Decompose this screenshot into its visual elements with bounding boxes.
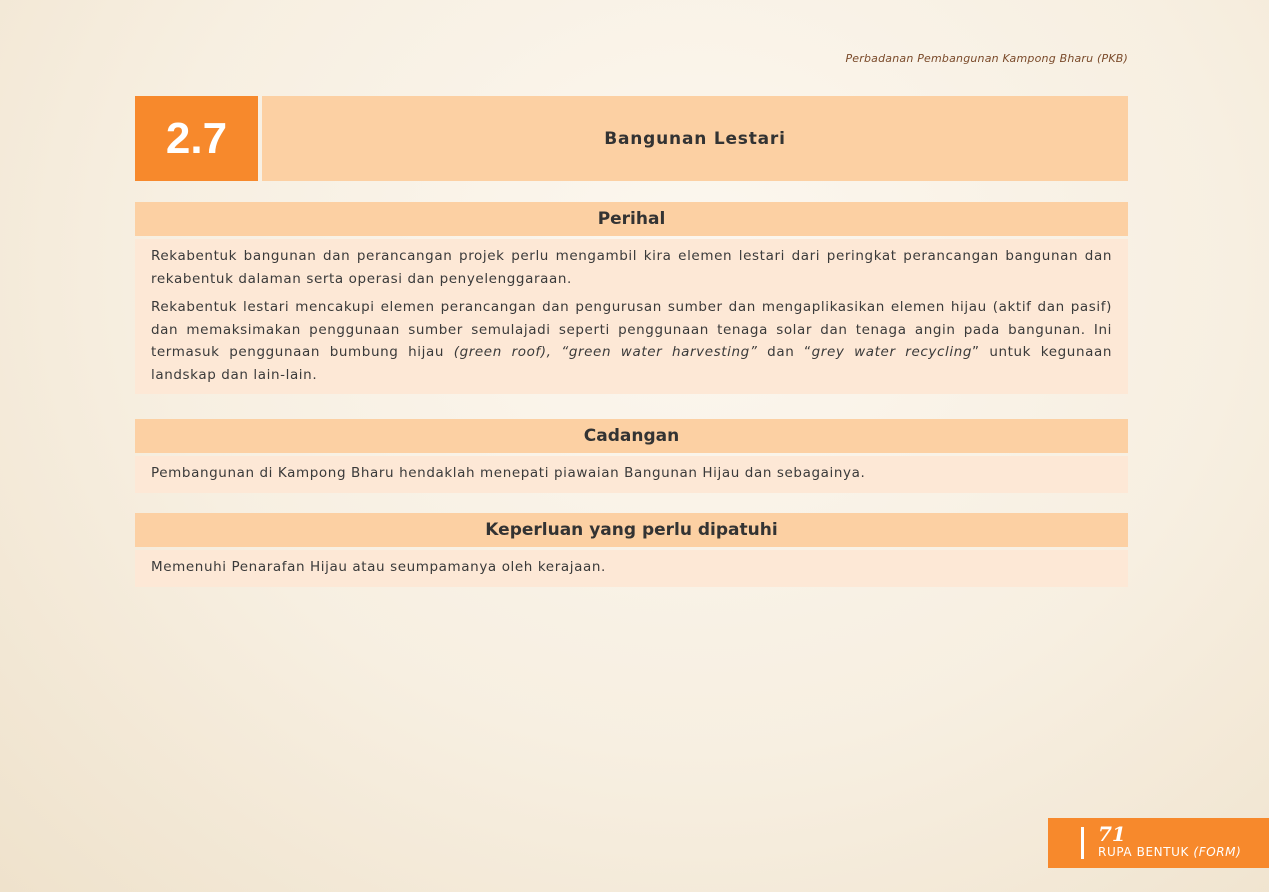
cadangan-text: Pembangunan di Kampong Bharu hendaklah menepati piawaian Bangunan Hijau dan sebagainya. xyxy=(151,465,866,481)
perihal-p2-italic-d: grey water recycling xyxy=(811,344,973,360)
section-title-bar xyxy=(135,96,1128,181)
perihal-p2-text-a: Rekabentuk lestari mencakupi elemen perancangan dan pengurusan sumber dan mengaplikasikan elemen hijau (aktif dan pasif) dan memaksimakan penggunaan sumber semulajadi seperti penggunaan tenaga solar dan tenaga angin pada bangunan. Ini termasuk penggunaan bumbung hijau xyxy=(151,299,1112,360)
cadangan-body xyxy=(135,456,1128,493)
perihal-p2-italic-b: (green roof), “green water harvesting” xyxy=(453,344,758,360)
perihal-body xyxy=(135,239,1128,394)
footer-label-main: RUPA BENTUK xyxy=(1098,845,1194,859)
organization-name: Perbadanan Pembangunan Kampong Bharu (PKB) xyxy=(845,52,1128,65)
keperluan-text: Memenuhi Penarafan Hijau atau seumpamanya oleh kerajaan. xyxy=(151,559,606,575)
page-footer xyxy=(1048,818,1269,868)
cadangan-heading: Cadangan xyxy=(135,419,1128,453)
section-perihal xyxy=(135,202,1128,394)
page-number: 71 xyxy=(1098,822,1126,846)
footer-label-italic: (FORM) xyxy=(1193,845,1242,859)
perihal-p2-text-c: dan “ xyxy=(757,344,812,360)
keperluan-body xyxy=(135,550,1128,587)
footer-divider xyxy=(1081,827,1084,859)
section-cadangan xyxy=(135,419,1128,493)
perihal-paragraph-2 xyxy=(151,296,1112,386)
section-title: Bangunan Lestari xyxy=(262,96,1128,181)
perihal-heading: Perihal xyxy=(135,202,1128,236)
section-number: 2.7 xyxy=(135,96,258,181)
section-keperluan xyxy=(135,513,1128,587)
perihal-p2-text-e: ” untuk kegunaan landskap dan lain-lain. xyxy=(151,344,1113,383)
perihal-paragraph-1: Rekabentuk bangunan dan perancangan projek perlu mengambil kira elemen lestari dari peringkat perancangan bangunan dan rekabentuk dalaman serta operasi dan penyelenggaraan. xyxy=(151,248,1112,287)
footer-label xyxy=(1098,845,1241,859)
keperluan-heading: Keperluan yang perlu dipatuhi xyxy=(135,513,1128,547)
